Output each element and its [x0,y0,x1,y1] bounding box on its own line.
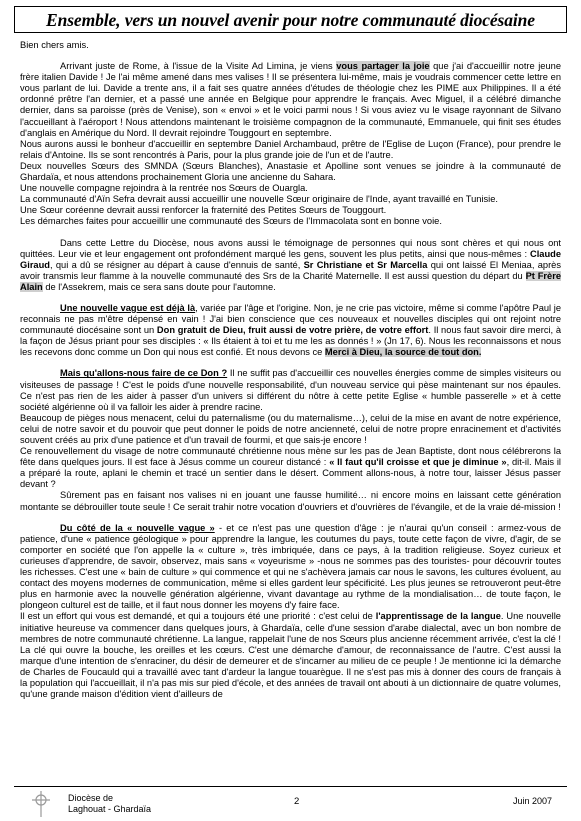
paragraph: Les démarches faites pour accueillir une communauté des Sœurs de l'Immacolata sont en bonne voie. [20,216,442,227]
heading-phrase: Du côté de la « nouvelle vague » [60,522,215,533]
page-title: Ensemble, vers un nouvel avenir pour notre communauté diocésaine [46,10,535,30]
paragraph: Sûrement pas en faisant nos valises ni en jouant une fausse humilité… ni encore moins en laissant cette génération montante se débrouiller toute seule ! Ce serait trahir notre vocation d'ouvriers et d'ouvrières de l'évangile, et de la vraie dé-mission ! [20,490,561,512]
paragraph: Deux nouvelles Sœurs des SMNDA (Sœurs Blanches), Anastasie et Apolline sont venues se joindre à la communauté de Ghardaïa, et nous attendons prochainement Gloria une ancienne du Sahara. [20,160,561,183]
footer-diocese-line: Diocèse de [68,793,114,803]
footer-diocese [68,793,151,815]
paragraph: Une nouvelle vague est déjà là, variée par l'âge et l'origine. Non, je ne crie pas victoire, même si comme l'apôtre Paul je reconnais ne pas m'être dépensé en vain ! J'ai bien conscience que ces nouveaux et nouvelles disciples qui ont rejoint notre communauté diocésaine sont un Don gratuit de Dieu, fruit aussi de votre prière, de votre effort. Il nous faut savoir dire merci, à la façon de Jésus priant pour ses disciples : « Ils étaient à toi et tu me les as donnés ! » (Jn 17, 6). Nous les reconnaissons et nous les recevons donc comme un Don qui nous est confié. Et nous devons ce Merci à Dieu, la source de tout don. [20,302,561,358]
paragraph: Nous aurons aussi le bonheur d'accueillir en septembre Daniel Archambaud, prêtre de l'Eglise de Luçon (France), pour prendre le relais d'Antoine. Ils se sont rencontrés à Paris, pour la plus grande joie de l'un et de l'autre. [20,138,561,160]
paragraph: Dans cette Lettre du Diocèse, nous avons aussi le témoignage de personnes qui nous sont chères et qui nous ont quittées. Leur vie et leur engagement ont profondément marqué les gens, souvent les plus petits, ainsi que nous-mêmes : Claude Giraud, qui a dû se résigner au départ à cause d'ennuis de santé, Sr Christiane et Sr Marcella qui ont laissé El Meniaa, après avoir transmis leur flamme à la nouvelle communauté des Srs de la Charité Maternelle. Il est aussi question du départ du Pt Frère Alain de l'Assekrem, mais ce sera sans doute pour l'automne. [20,237,561,292]
emphasis: Don gratuit de Dieu, fruit aussi de votre prière, de votre effort [156,325,429,336]
salutation: Bien chers amis. [20,40,89,50]
paragraph: Arrivant juste de Rome, à l'issue de la Visite Ad Limina, je viens vous partager la joie que j'ai d'accueillir notre jeune frère italien Davide ! Je l'ai même amené dans mes valises ! Il se présentera lui-même, mais je voudrais commencer cette lettre en vous parlant de lui. Davide a trente ans, il a fait ses quatre années d'études de théologie chez les PIME aux Philippines. Il a été ordonné prêtre l'an dernier, et a passé une année en Belgique pour apprendre le français. Avec Miguel, il a célébré dimanche dernier, dans sa paroisse (près de Venise), son « envoi » et le voici parmi nous ! Si vous aviez vu le visage rayonnant de Silvano l'accueillant à l'aéroport ! Nous attendons maintenant le troisième compagnon de la communauté, Emmanuele, qui finit ses études d'anglais en Amérique du Nord. Il devrait rejoindre Touggourt en septembre. [20,61,561,138]
heading-phrase: Mais qu'allons-nous faire de ce Don ? [60,368,228,379]
page-number: 2 [294,796,300,807]
paragraph: La communauté d'Aïn Sefra devrait aussi accueillir une nouvelle Sœur originaire de l'Inde, ayant travaillé en Tunisie. [20,194,498,205]
diocese-logo-icon [26,789,56,819]
name-emphasis: Pt Frère Alain [20,270,561,292]
paragraph: Une Sœur coréenne devrait aussi renforcer la fraternité des Petites Sœurs de Touggourt. [20,205,387,216]
paragraph: Beaucoup de pièges nous menacent, celui du paternalisme (ou du maternalisme…), celui de la mise en avant de notre expérience, celui de notre savoir et du pouvoir que peut donner le poids de notre ancienneté, celui de notre propre enracinement et d'activités souvent créés au prix d'une patience et d'un travail de fourmi, et que sais-je encore ! [20,412,561,445]
paragraph: Du côté de la « nouvelle vague » - et ce n'est pas une question d'âge : je n'aurai qu'un conseil : armez-vous de patience, d'une « patience géologique » pour apprendre la langue, les coutumes du pays, toute cette façon de vivre, d'agir, de se comporter en société que l'on appelle la « culture », très imbriquée, dans ce pays, à la tradition religieuse. Soyez curieux et curieuses d'apprendre, de savoir, observez, mais sans « voyeurisme » -nous ne sommes pas des touristes- pour découvrir toutes les richesses. C'est une « bain de culture » qui commence et qui ne s'achèvera jamais car nous le savons, les cultures évoluent, au contact des moyens modernes de communication, même si elles gardent leur spécificité. Les plus jeunes se retrouveront peut-être plus en harmonie avec la nouvelle génération algérienne, vivant davantage au rythme de la mondialisation… de toute façon, le plongeon culturel est de taille, et il faut nous donner les moyens d'y faire face. [20,522,561,611]
heading-phrase: Une nouvelle vague est déjà là [60,302,196,313]
emphasis: vous partager la joie [336,61,430,72]
footer-diocese-line: Laghouat - Ghardaïa [68,804,152,814]
emphasis: Merci à Dieu, la source de tout don. [324,347,482,358]
paragraph: Il est un effort qui vous est demandé, et qui a toujours été une priorité : c'est celui de l'apprentissage de la langue. Une nouvelle initiative heureuse va commencer dans quelques jours, à Ghardaïa, celle d'une session d'arabe dialectal, avec un bon nombre de membres de notre communauté chrétienne. La langue, rappelait l'une de nos Sœurs plus ancienne récemment arrivée, c'est la clé ! La clé qui ouvre la bouche, les oreilles et les cœurs. C'est une démarche d'amour, de reconnaissance de l'autre. C'est aussi la marque d'une intention de s'enraciner, du désir de demeurer et de s'incarner au milieu de ce peuple ! Je mentionne ici la démarche de Charles de Foucauld qui a travaillé avec tant d'ardeur la langue touarègue. Il ne s'est pas mis à donner des cours de français à la population qui l'accueillait, il n'a pas mis sur pied d'école, et des années de travail ont abouti à un dictionnaire de quatre volumes, qu'une grande maison d'édition vient d'ailleurs de [20,611,561,700]
header-frame [14,6,567,33]
footer-divider [14,786,567,787]
letter-body [20,40,561,700]
paragraph: Une nouvelle compagne rejoindra à la rentrée nos Sœurs de Ouargla. [20,183,308,194]
emphasis: l'apprentissage de la langue [375,611,501,622]
paragraph: Mais qu'allons-nous faire de ce Don ? Il ne suffit pas d'accueillir ces nouvelles énergies comme de simples visiteurs ou visiteuses de passage ! C'est le poids d'une nouvelle responsabilité, d'un nouveau service qui pèse maintenant sur nos épaules. Ce n'est pas rien de les aider à passer d'un univers si différent du nôtre à cette petite Eglise « humble passerelle » et à cette société algérienne où il va falloir les aider à prendre racine. [20,368,561,412]
name-emphasis: Claude Giraud [20,248,561,270]
issue-date: Juin 2007 [513,796,553,806]
paragraph: Ce renouvellement du visage de notre communauté chrétienne nous mène sur les pas de Jean Baptiste, dont nous célébrerons la fête dans quelques jours. Il est face à Jésus comme un coureur distancé : « Il faut qu'il croisse et que je diminue », dit-il. Mais il a préparé la route, aplani le chemin et tracé un sentier dans le désert. Comment allons-nous, à notre tour, laisser Jésus passer devant ? [20,446,561,490]
name-emphasis: Sr Christiane et Sr Marcella [303,259,428,270]
quote-emphasis: « Il faut qu'il croisse et que je diminue » [329,457,507,468]
